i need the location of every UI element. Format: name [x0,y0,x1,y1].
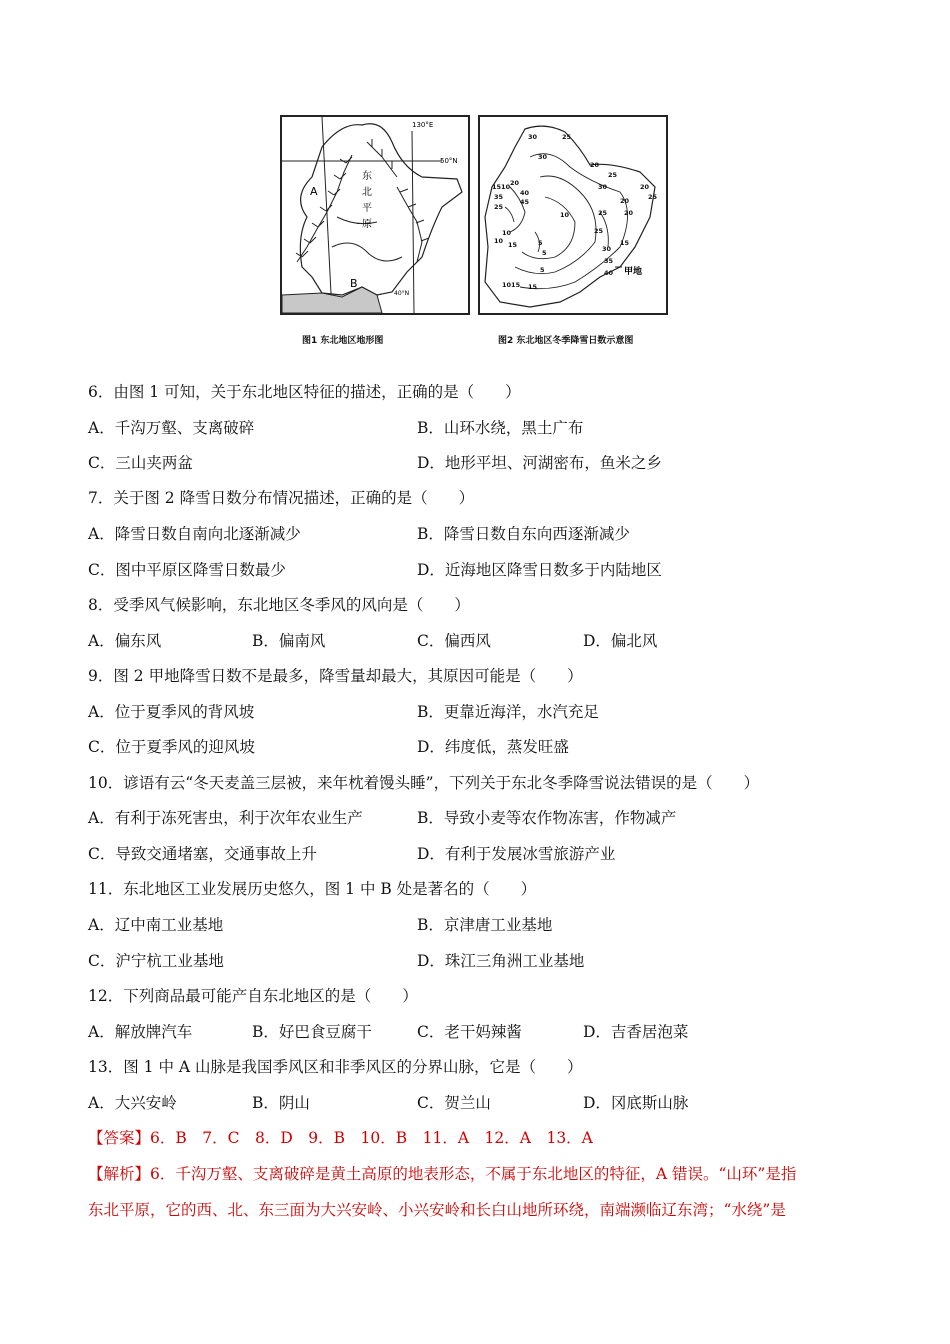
figures [280,115,672,350]
contour-label: 25 [598,209,608,217]
lon-130-label: 130°E [412,121,434,129]
q10-option-d: D．有利于发展冰雪旅游产业 [417,845,616,863]
q8-option-d: D．偏北风 [583,632,658,650]
q11-option-c: C．沪宁杭工业基地 [88,952,224,970]
figure-1-caption: 图1 东北地区地形图 [302,336,384,346]
q12-option-a: A．解放牌汽车 [88,1023,193,1041]
q12-option-d: D．吉香居泡菜 [583,1023,689,1041]
q8-option-b: B．偏南风 [252,632,326,650]
q13-option-a: A．大兴安岭 [88,1094,177,1112]
contour-label: 5 [542,249,547,257]
lat-40-label: 40°N [394,290,410,297]
contour-label: 45 [520,198,530,206]
q6-option-d: D．地形平坦、河湖密布，鱼米之乡 [417,454,662,472]
answer-key: 【答案】6．B 7．C 8．D 9．B 10．B 11．A 12．A 13．A [88,1129,593,1147]
figure-2-snowfall-map [478,115,668,315]
contour-label: 25 [494,203,504,211]
question-6-stem: 6．由图 1 可知，关于东北地区特征的描述，正确的是（ ） [88,383,521,401]
q13-option-c: C．贺兰山 [417,1094,491,1112]
q11-option-d: D．珠江三角洲工业基地 [417,952,585,970]
q8-option-c: C．偏西风 [417,632,491,650]
q12-option-b: B．好巴食豆腐干 [252,1023,372,1041]
contour-label: 1510 [492,183,511,191]
question-9-stem: 9．图 2 甲地降雪日数不是最多，降雪量却最大，其原因可能是（ ） [88,667,583,685]
contour-label: 25 [648,193,658,201]
question-7-stem: 7．关于图 2 降雪日数分布情况描述，正确的是（ ） [88,489,475,507]
label-a: A [310,185,318,198]
contour-label: 25 [608,171,618,179]
contour-label: 1015 [502,281,521,289]
q6-option-a: A．千沟万壑、支离破碎 [88,419,255,437]
contour-label: 20 [640,183,650,191]
q11-option-a: A．辽中南工业基地 [88,916,224,934]
contour-label: 20 [590,161,600,169]
contour-label: 15 [528,283,538,291]
q7-option-b: B．降雪日数自东向西逐渐减少 [417,525,630,543]
q7-option-d: D．近海地区降雪日数多于内陆地区 [417,561,662,579]
contour-label: 5 [538,239,543,247]
contour-label: 40 [604,269,614,277]
plain-char-2: 北 [362,187,372,198]
contour-label: 20 [624,209,634,217]
label-b: B [350,277,358,290]
figure-2-caption: 图2 东北地区冬季降雪日数示意图 [498,336,634,346]
contour-label: 35 [494,193,504,201]
question-13-stem: 13．图 1 中 A 山脉是我国季风区和非季风区的分界山脉，它是（ ） [88,1058,583,1076]
q9-option-b: B．更靠近海洋，水汽充足 [417,703,599,721]
analysis-line-1: 【解析】6．千沟万壑、支离破碎是黄土高原的地表形态，不属于东北地区的特征，A 错误。“山环”是指 [88,1165,797,1183]
contour-label: 10 [560,211,570,219]
q9-option-c: C．位于夏季风的迎风坡 [88,738,255,756]
plain-char-3: 平 [362,203,372,214]
question-12-stem: 12．下列商品最可能产自东北地区的是（ ） [88,987,418,1005]
plain-char-1: 东 [362,171,372,182]
analysis-line-2: 东北平原，它的西、北、东三面为大兴安岭、小兴安岭和长白山地所环绕，南端濒临辽东湾；“水绕”是 [88,1201,786,1219]
q10-option-a: A．有利于冻死害虫，利于次年农业生产 [88,809,363,827]
contour-label: 10 [494,237,504,245]
contour-label: 20 [510,179,520,187]
q13-option-b: B．阴山 [252,1094,310,1112]
q8-option-a: A．偏东风 [88,632,162,650]
contour-label: 35 [604,257,614,265]
snowfall-map-drawing [480,117,666,313]
q12-option-c: C．老干妈辣酱 [417,1023,522,1041]
terrain-map-drawing [282,117,468,313]
q11-option-b: B．京津唐工业基地 [417,916,553,934]
lat-50-label: 50°N [440,157,458,165]
contour-label: 25 [562,133,572,141]
question-8-stem: 8．受季风气候影响，东北地区冬季风的风向是（ ） [88,596,470,614]
contour-label: 40 [520,189,530,197]
figure-1-terrain-map [280,115,470,315]
jia-label: 甲地 [624,267,643,277]
q6-option-c: C．三山夹两盆 [88,454,193,472]
contour-label: 20 [620,197,630,205]
contour-label: 25 [594,227,604,235]
contour-label: 30 [528,133,538,141]
contour-label: 10 [502,229,512,237]
q13-option-d: D．冈底斯山脉 [583,1094,689,1112]
q9-option-a: A．位于夏季风的背风坡 [88,703,255,721]
plain-char-4: 原 [362,219,372,230]
q7-option-a: A．降雪日数自南向北逐渐减少 [88,525,301,543]
contour-label: 15 [620,239,630,247]
contour-label: 30 [602,245,612,253]
contour-label: 30 [598,183,608,191]
q7-option-c: C．图中平原区降雪日数最少 [88,561,286,579]
contour-label: 15 [508,241,518,249]
q6-option-b: B．山环水绕，黑土广布 [417,419,584,437]
q10-option-b: B．导致小麦等农作物冻害，作物减产 [417,809,677,827]
q9-option-d: D．纬度低，蒸发旺盛 [417,738,569,756]
contour-label: 30 [538,153,548,161]
question-11-stem: 11．东北地区工业发展历史悠久，图 1 中 B 处是著名的（ ） [88,880,537,898]
contour-label: 5 [540,266,545,274]
q10-option-c: C．导致交通堵塞，交通事故上升 [88,845,317,863]
question-10-stem: 10．谚语有云“冬天麦盖三层被，来年枕着馒头睡”，下列关于东北冬季降雪说法错误的是（ ） [88,774,760,792]
